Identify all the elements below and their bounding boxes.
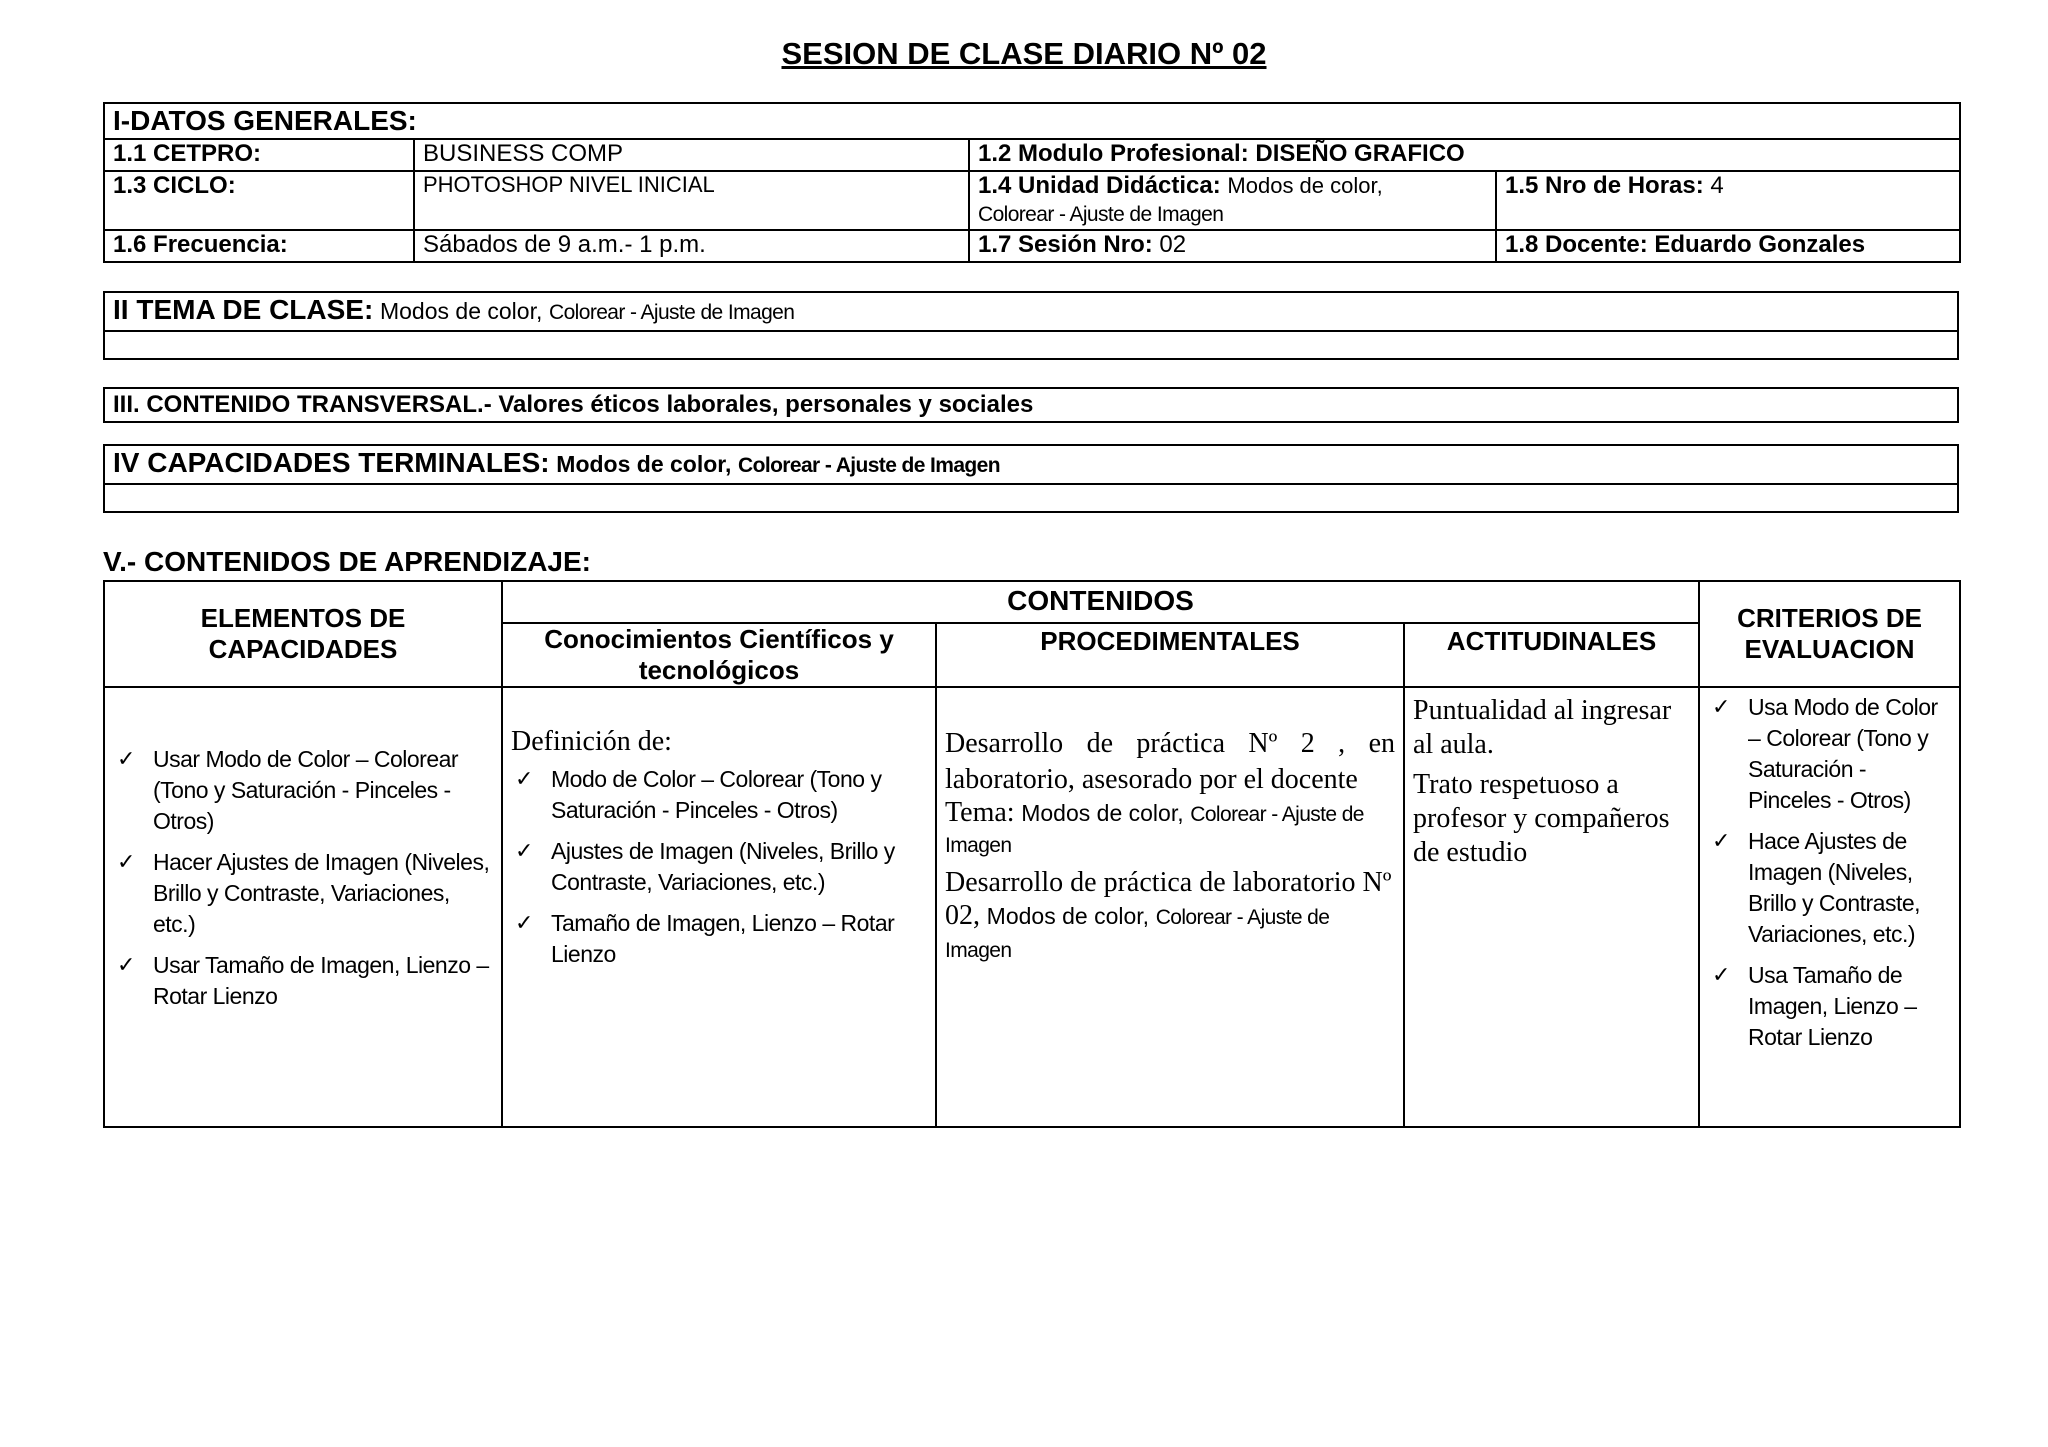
transversal-table	[103, 387, 1959, 423]
proc-p3-a: Desarrollo de práctica de laboratorio Nº 02,	[945, 867, 1392, 931]
criterio-item: ✓ Hace Ajustes de Imagen (Niveles, Brillo y Contraste, Variaciones, etc.)	[1708, 826, 1951, 950]
criterios-cell	[1699, 687, 1960, 1127]
sesion-value: 02	[1159, 231, 1187, 258]
datos-generales-header: I-DATOS GENERALES:	[104, 103, 1960, 139]
proc-p1: Desarrollo de práctica Nº 2 , en laboratorio, asesorado por el docente	[945, 728, 1395, 795]
proc-p2-c: Colorear - Ajuste de Imagen	[945, 803, 1364, 857]
criterio-item: ✓ Usa Tamaño de Imagen, Lienzo – Rotar Lienzo	[1708, 960, 1951, 1053]
cetpro-label: 1.1 CETPRO:	[104, 139, 414, 171]
tema-label: II TEMA DE CLASE:	[113, 294, 374, 325]
tema-empty-row	[104, 331, 1958, 359]
horas-value: 4	[1710, 172, 1724, 199]
elemento-item: ✓ Usar Modo de Color – Colorear (Tono y Saturación - Pinceles - Otros)	[113, 744, 493, 837]
elementos-cell	[104, 687, 502, 1127]
sesion-cell	[969, 230, 1496, 262]
conocimiento-item: ✓ Ajustes de Imagen (Niveles, Brillo y Contraste, Variaciones, etc.)	[511, 836, 927, 898]
capacidades-value-a: Modos de color,	[556, 451, 732, 477]
horas-cell	[1496, 171, 1960, 230]
conocimiento-item: ✓ Modo de Color – Colorear (Tono y Saturación - Pinceles - Otros)	[511, 764, 927, 826]
capacidades-cell	[104, 445, 1958, 484]
procedimentales-cell	[936, 687, 1404, 1127]
tema-table	[103, 291, 1959, 360]
col-elementos-header: ELEMENTOS DE CAPACIDADES	[104, 581, 502, 687]
unidad-cell	[969, 171, 1496, 230]
proc-p3	[945, 867, 1395, 967]
unidad-value-a: Modos de color,	[1227, 173, 1383, 198]
col-contenidos-header: CONTENIDOS	[502, 581, 1699, 623]
capacidades-table	[103, 444, 1959, 513]
transversal-text: III. CONTENIDO TRANSVERSAL.- Valores éticos laborales, personales y sociales	[104, 388, 1958, 422]
act-p2: Trato respetuoso a profesor y compañeros de estudio	[1413, 769, 1670, 868]
conocimientos-cell	[502, 687, 936, 1127]
ciclo-label: 1.3 CICLO:	[104, 171, 414, 230]
col-actitudinales-header: ACTITUDINALES	[1404, 623, 1699, 687]
page-title: SESION DE CLASE DIARIO Nº 02	[781, 36, 1267, 71]
act-p1: Puntualidad al ingresar al aula.	[1413, 695, 1672, 760]
cetpro-value: BUSINESS COMP	[414, 139, 969, 171]
capacidades-empty-row	[104, 484, 1958, 512]
horas-label: 1.5 Nro de Horas:	[1505, 172, 1704, 199]
tema-value-a: Modos de color,	[379, 298, 543, 324]
actitudinales-cell	[1404, 687, 1699, 1127]
sesion-label: 1.7 Sesión Nro:	[978, 231, 1153, 258]
capacidades-label: IV CAPACIDADES TERMINALES:	[113, 447, 550, 478]
frecuencia-label: 1.6 Frecuencia:	[104, 230, 414, 262]
contenidos-table	[103, 580, 1961, 1128]
criterio-item: ✓ Usa Modo de Color – Colorear (Tono y Saturación - Pinceles - Otros)	[1708, 692, 1951, 816]
proc-p3-b: Modos de color,	[986, 903, 1150, 929]
datos-generales-table	[103, 102, 1961, 263]
proc-p2-a: Tema:	[945, 797, 1015, 828]
unidad-value-b: Colorear - Ajuste de Imagen	[978, 203, 1224, 226]
conocimientos-intro: Definición de:	[511, 726, 672, 757]
conocimiento-item: ✓ Tamaño de Imagen, Lienzo – Rotar Lienzo	[511, 908, 927, 970]
ciclo-value: PHOTOSHOP NIVEL INICIAL	[414, 171, 969, 230]
elemento-item: ✓ Usar Tamaño de Imagen, Lienzo – Rotar Lienzo	[113, 950, 493, 1012]
frecuencia-value: Sábados de 9 a.m.- 1 p.m.	[414, 230, 969, 262]
docente-label: 1.8 Docente: Eduardo Gonzales	[1496, 230, 1960, 262]
unidad-label: 1.4 Unidad Didáctica:	[978, 172, 1221, 199]
proc-p3-c: Colorear - Ajuste de Imagen	[945, 906, 1330, 962]
col-criterios-header: CRITERIOS DE EVALUACION	[1699, 581, 1960, 687]
col-conocimientos-header: Conocimientos Científicos y tecnológicos	[502, 623, 936, 687]
proc-p2	[945, 798, 1395, 861]
elemento-item: ✓ Hacer Ajustes de Imagen (Niveles, Brillo y Contraste, Variaciones, etc.)	[113, 847, 493, 940]
contenidos-section-title: V.- CONTENIDOS DE APRENDIZAJE:	[103, 546, 591, 577]
tema-value-b: Colorear - Ajuste de Imagen	[549, 301, 795, 324]
capacidades-value-b: Colorear - Ajuste de Imagen	[738, 454, 1000, 477]
modulo-label: 1.2 Modulo Profesional: DISEÑO GRAFICO	[969, 139, 1960, 171]
proc-p2-b: Modos de color,	[1021, 800, 1184, 826]
col-procedimentales-header: PROCEDIMENTALES	[936, 623, 1404, 687]
tema-cell	[104, 292, 1958, 331]
